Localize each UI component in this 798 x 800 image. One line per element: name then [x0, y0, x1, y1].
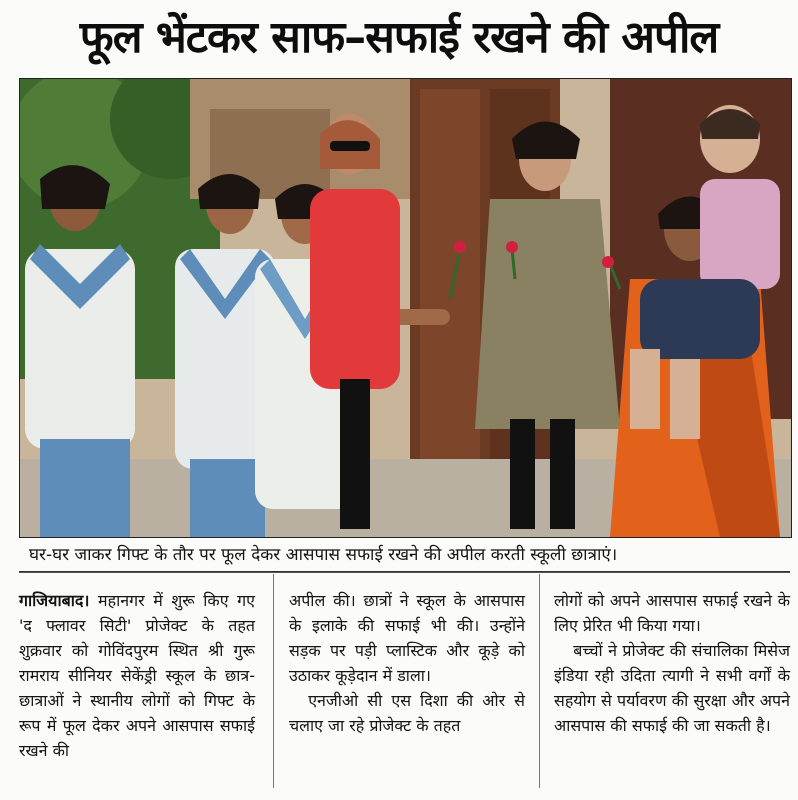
article-column-3: [554, 588, 790, 738]
article-body: [19, 588, 790, 788]
article-column-1: [19, 588, 255, 763]
column-rule-1: [273, 574, 274, 788]
column-2-paragraph-1: अपील की। छात्रों ने स्कूल के आसपास के इलाके की सफाई भी की। उन्होंने सड़क पर पड़ी प्लास्टिक और कूड़े को उठाकर कूड़ेदान में डाला।: [289, 591, 525, 685]
photo-caption: घर-घर जाकर गिफ्ट के तौर पर फूल देकर आसपास सफाई रखने की अपील करती स्कूली छात्राएं।: [19, 538, 790, 572]
article-column-2: [289, 588, 525, 738]
column-3-paragraph-2: बच्चों ने प्रोजेक्ट की संचालिका मिसेज इंडिया रही उदिता त्यागी ने सभी वर्गों के सहयोग से पर्यावरण की सुरक्षा और अपने आसपास की सफाई की जा सकती है।: [554, 641, 790, 735]
article-top-rule: [19, 572, 790, 573]
column-rule-2: [539, 574, 540, 788]
news-photo: [19, 78, 792, 538]
column-3-paragraph-1: लोगों को अपने आसपास सफाई रखने के लिए प्रेरित भी किया गया।: [554, 591, 790, 635]
column-2-paragraph-2: एनजीओ सी एस दिशा की ओर से चलाए जा रहे प्रोजेक्ट के तहत: [289, 691, 525, 735]
column-1-text: महानगर में शुरू किए गए 'द फ्लावर सिटी' प्रोजेक्ट के तहत शुक्रवार को गोविंदपुरम स्थित श्री गुरू रामराय सीनियर सेकेंड्री स्कूल के छात्र-छात्राओं ने स्थानीय लोगों को गिफ्ट के रूप में फूल देकर अपने आसपास सफाई रखने की: [19, 591, 256, 760]
headline: फूल भेंटकर साफ–सफाई रखने की अपील: [79, 12, 719, 63]
dateline: गाजियाबाद।: [19, 591, 90, 610]
photo-illustration: [20, 79, 791, 537]
